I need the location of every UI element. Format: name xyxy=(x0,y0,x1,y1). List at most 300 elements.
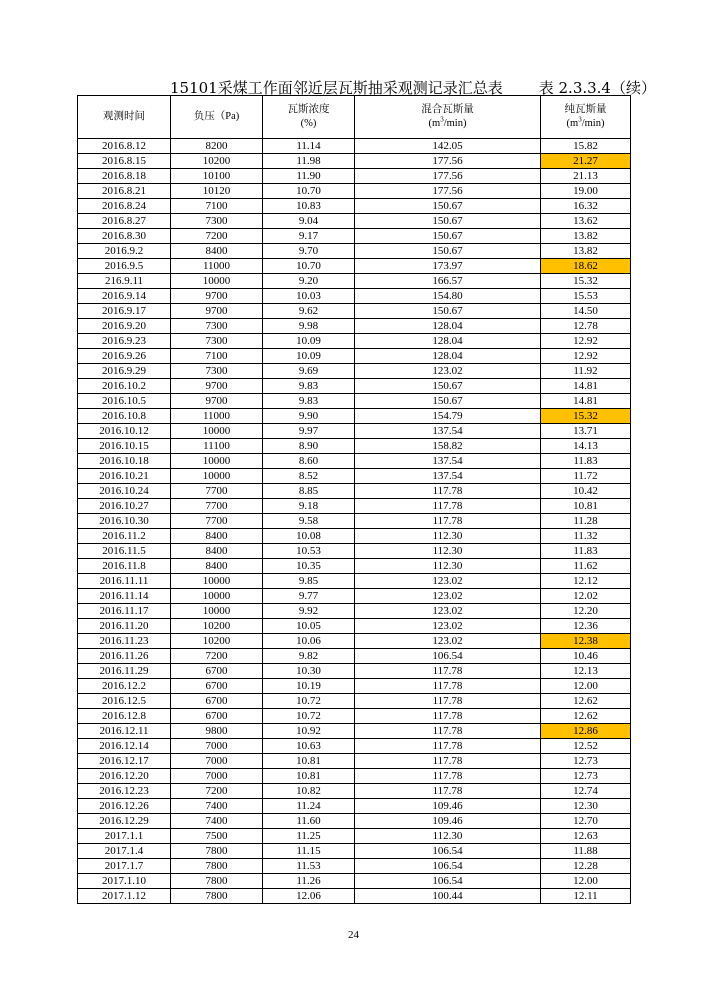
cell-pure: 16.32 xyxy=(541,199,631,214)
table-row xyxy=(78,199,631,214)
cell-pure: 13.82 xyxy=(541,229,631,244)
cell-pure: 12.12 xyxy=(541,574,631,589)
cell-pure: 12.52 xyxy=(541,739,631,754)
cell-concentration: 10.81 xyxy=(263,754,355,769)
cell-pure: 11.72 xyxy=(541,469,631,484)
cell-pure: 13.82 xyxy=(541,244,631,259)
cell-pure: 12.00 xyxy=(541,874,631,889)
cell-pressure: 9700 xyxy=(171,289,263,304)
cell-pressure: 9700 xyxy=(171,304,263,319)
table-row xyxy=(78,169,631,184)
cell-time: 2016.12.5 xyxy=(78,694,171,709)
cell-pure: 12.62 xyxy=(541,694,631,709)
table-row xyxy=(78,874,631,889)
cell-mixed: 150.67 xyxy=(355,214,541,229)
table-row xyxy=(78,769,631,784)
cell-mixed: 177.56 xyxy=(355,154,541,169)
cell-pressure: 10200 xyxy=(171,634,263,649)
cell-pressure: 7500 xyxy=(171,829,263,844)
cell-mixed: 123.02 xyxy=(355,574,541,589)
cell-concentration: 9.82 xyxy=(263,649,355,664)
cell-pressure: 8400 xyxy=(171,244,263,259)
cell-mixed: 117.78 xyxy=(355,499,541,514)
table-row xyxy=(78,154,631,169)
cell-pressure: 10200 xyxy=(171,619,263,634)
table-row xyxy=(78,229,631,244)
cell-pressure: 9800 xyxy=(171,724,263,739)
cell-time: 2016.11.20 xyxy=(78,619,171,634)
table-row xyxy=(78,514,631,529)
cell-pressure: 8200 xyxy=(171,139,263,154)
table-row xyxy=(78,259,631,274)
cell-concentration: 9.90 xyxy=(263,409,355,424)
page-number: 24 xyxy=(348,929,359,941)
header-time: 观测时间 xyxy=(78,96,171,139)
table-row xyxy=(78,799,631,814)
cell-time: 2016.11.5 xyxy=(78,544,171,559)
cell-pure: 12.86 xyxy=(541,724,631,739)
table-row xyxy=(78,529,631,544)
cell-pressure: 10000 xyxy=(171,454,263,469)
cell-pressure: 8400 xyxy=(171,529,263,544)
cell-concentration: 9.85 xyxy=(263,574,355,589)
cell-pure: 11.62 xyxy=(541,559,631,574)
cell-pure: 15.53 xyxy=(541,289,631,304)
cell-concentration: 9.18 xyxy=(263,499,355,514)
cell-concentration: 8.90 xyxy=(263,439,355,454)
cell-pressure: 6700 xyxy=(171,664,263,679)
table-row xyxy=(78,349,631,364)
cell-concentration: 11.26 xyxy=(263,874,355,889)
cell-pure: 12.92 xyxy=(541,334,631,349)
cell-mixed: 117.78 xyxy=(355,724,541,739)
cell-pressure: 7800 xyxy=(171,859,263,874)
table-row xyxy=(78,859,631,874)
cell-mixed: 117.78 xyxy=(355,739,541,754)
cell-pressure: 7800 xyxy=(171,844,263,859)
cell-pressure: 6700 xyxy=(171,709,263,724)
cell-mixed: 112.30 xyxy=(355,559,541,574)
cell-time: 2016.8.15 xyxy=(78,154,171,169)
cell-mixed: 109.46 xyxy=(355,799,541,814)
cell-time: 2016.10.8 xyxy=(78,409,171,424)
table-row xyxy=(78,484,631,499)
cell-time: 2016.9.2 xyxy=(78,244,171,259)
table-row xyxy=(78,304,631,319)
cell-pure: 12.28 xyxy=(541,859,631,874)
cell-pure: 12.74 xyxy=(541,784,631,799)
cell-pure: 21.27 xyxy=(541,154,631,169)
table-row xyxy=(78,739,631,754)
cell-time: 2016.11.17 xyxy=(78,604,171,619)
cell-pressure: 11000 xyxy=(171,409,263,424)
cell-time: 2016.10.21 xyxy=(78,469,171,484)
cell-time: 2016.12.26 xyxy=(78,799,171,814)
cell-pure: 12.13 xyxy=(541,664,631,679)
cell-mixed: 109.46 xyxy=(355,814,541,829)
cell-mixed: 137.54 xyxy=(355,454,541,469)
cell-pressure: 10120 xyxy=(171,184,263,199)
cell-concentration: 9.58 xyxy=(263,514,355,529)
table-row xyxy=(78,394,631,409)
cell-mixed: 123.02 xyxy=(355,589,541,604)
cell-mixed: 173.97 xyxy=(355,259,541,274)
cell-mixed: 128.04 xyxy=(355,349,541,364)
cell-pressure: 7200 xyxy=(171,229,263,244)
table-row xyxy=(78,634,631,649)
cell-pressure: 7300 xyxy=(171,334,263,349)
cell-time: 216.9.11 xyxy=(78,274,171,289)
document-title: 15101采煤工作面邻近层瓦斯抽采观测记录汇总表 xyxy=(170,79,503,97)
cell-pure: 15.32 xyxy=(541,409,631,424)
cell-pressure: 7300 xyxy=(171,214,263,229)
cell-mixed: 112.30 xyxy=(355,529,541,544)
table-row xyxy=(78,784,631,799)
gas-drainage-table xyxy=(77,95,631,904)
cell-mixed: 150.67 xyxy=(355,394,541,409)
cell-mixed: 112.30 xyxy=(355,829,541,844)
cell-pure: 12.02 xyxy=(541,589,631,604)
cell-pure: 11.28 xyxy=(541,514,631,529)
cell-pressure: 7700 xyxy=(171,484,263,499)
header-row xyxy=(78,96,631,139)
table-row xyxy=(78,409,631,424)
table-row xyxy=(78,439,631,454)
header-mixed-unit: $(m^3/\min)$ xyxy=(428,115,467,129)
cell-concentration: 12.06 xyxy=(263,889,355,904)
cell-concentration: 11.15 xyxy=(263,844,355,859)
table-row xyxy=(78,604,631,619)
table-row xyxy=(78,184,631,199)
table-row xyxy=(78,499,631,514)
cell-concentration: 8.85 xyxy=(263,484,355,499)
cell-time: 2016.11.29 xyxy=(78,664,171,679)
cell-pressure: 11100 xyxy=(171,439,263,454)
cell-concentration: 9.69 xyxy=(263,364,355,379)
cell-mixed: 154.80 xyxy=(355,289,541,304)
cell-pressure: 8400 xyxy=(171,544,263,559)
cell-pressure: 10000 xyxy=(171,574,263,589)
cell-pure: 11.32 xyxy=(541,529,631,544)
table-row xyxy=(78,694,631,709)
cell-pressure: 10100 xyxy=(171,169,263,184)
cell-mixed: 112.30 xyxy=(355,544,541,559)
cell-pressure: 7700 xyxy=(171,499,263,514)
table-row xyxy=(78,619,631,634)
cell-concentration: 9.77 xyxy=(263,589,355,604)
cell-time: 2016.10.2 xyxy=(78,379,171,394)
table-row xyxy=(78,814,631,829)
cell-concentration: 10.06 xyxy=(263,634,355,649)
cell-pure: 14.81 xyxy=(541,379,631,394)
cell-pressure: 7800 xyxy=(171,889,263,904)
table-row xyxy=(78,214,631,229)
cell-mixed: 106.54 xyxy=(355,844,541,859)
cell-pure: 14.81 xyxy=(541,394,631,409)
cell-concentration: 10.92 xyxy=(263,724,355,739)
cell-pressure: 7400 xyxy=(171,814,263,829)
cell-time: 2017.1.4 xyxy=(78,844,171,859)
table-row xyxy=(78,709,631,724)
cell-mixed: 123.02 xyxy=(355,364,541,379)
cell-pressure: 9700 xyxy=(171,379,263,394)
cell-time: 2016.8.12 xyxy=(78,139,171,154)
cell-pure: 21.13 xyxy=(541,169,631,184)
cell-time: 2016.9.23 xyxy=(78,334,171,349)
cell-mixed: 117.78 xyxy=(355,754,541,769)
table-row xyxy=(78,334,631,349)
header-pure-gas xyxy=(541,96,631,139)
cell-mixed: 128.04 xyxy=(355,334,541,349)
cell-pure: 12.20 xyxy=(541,604,631,619)
cell-pure: 15.82 xyxy=(541,139,631,154)
cell-pure: 12.63 xyxy=(541,829,631,844)
table-label: 表 2.3.3.4（续） xyxy=(538,79,656,97)
cell-pressure: 6700 xyxy=(171,694,263,709)
cell-pure: 12.00 xyxy=(541,679,631,694)
header-pure-label: 纯瓦斯量 xyxy=(564,104,607,115)
cell-concentration: 10.53 xyxy=(263,544,355,559)
cell-pure: 11.92 xyxy=(541,364,631,379)
cell-concentration: 10.09 xyxy=(263,349,355,364)
cell-pure: 10.42 xyxy=(541,484,631,499)
cell-mixed: 142.05 xyxy=(355,139,541,154)
cell-pressure: 7200 xyxy=(171,649,263,664)
cell-concentration: 9.20 xyxy=(263,274,355,289)
cell-pure: 12.73 xyxy=(541,769,631,784)
table-row xyxy=(78,574,631,589)
cell-concentration: 10.82 xyxy=(263,784,355,799)
table-row xyxy=(78,424,631,439)
cell-mixed: 150.67 xyxy=(355,379,541,394)
cell-mixed: 106.54 xyxy=(355,649,541,664)
table-row xyxy=(78,364,631,379)
table-row xyxy=(78,289,631,304)
cell-pure: 12.11 xyxy=(541,889,631,904)
cell-concentration: 10.05 xyxy=(263,619,355,634)
cell-time: 2016.10.24 xyxy=(78,484,171,499)
cell-time: 2016.8.18 xyxy=(78,169,171,184)
cell-time: 2016.8.24 xyxy=(78,199,171,214)
cell-pure: 12.92 xyxy=(541,349,631,364)
header-pressure: 负压（Pa) xyxy=(171,96,263,139)
cell-pure: 10.81 xyxy=(541,499,631,514)
cell-concentration: 9.70 xyxy=(263,244,355,259)
header-concentration-unit: (%) xyxy=(300,118,317,129)
cell-time: 2017.1.12 xyxy=(78,889,171,904)
cell-time: 2016.11.26 xyxy=(78,649,171,664)
cell-pure: 11.83 xyxy=(541,454,631,469)
header-mixed-label: 混合瓦斯量 xyxy=(421,104,474,115)
cell-concentration: 10.03 xyxy=(263,289,355,304)
cell-concentration: 10.70 xyxy=(263,259,355,274)
cell-concentration: 10.08 xyxy=(263,529,355,544)
cell-pure: 12.30 xyxy=(541,799,631,814)
cell-pure: 12.62 xyxy=(541,709,631,724)
table-row xyxy=(78,559,631,574)
cell-pressure: 10000 xyxy=(171,424,263,439)
cell-mixed: 106.54 xyxy=(355,874,541,889)
cell-concentration: 9.83 xyxy=(263,379,355,394)
cell-pressure: 8400 xyxy=(171,559,263,574)
cell-mixed: 150.67 xyxy=(355,244,541,259)
cell-pressure: 11000 xyxy=(171,259,263,274)
cell-time: 2016.10.27 xyxy=(78,499,171,514)
header-mixed-gas xyxy=(355,96,541,139)
table-body xyxy=(78,139,631,904)
cell-mixed: 154.79 xyxy=(355,409,541,424)
table-row xyxy=(78,589,631,604)
cell-mixed: 123.02 xyxy=(355,619,541,634)
cell-concentration: 8.60 xyxy=(263,454,355,469)
table-row xyxy=(78,469,631,484)
cell-pressure: 10000 xyxy=(171,274,263,289)
cell-time: 2016.10.5 xyxy=(78,394,171,409)
cell-concentration: 10.72 xyxy=(263,709,355,724)
cell-time: 2016.9.29 xyxy=(78,364,171,379)
cell-pure: 11.83 xyxy=(541,544,631,559)
cell-time: 2017.1.10 xyxy=(78,874,171,889)
cell-pure: 12.38 xyxy=(541,634,631,649)
cell-concentration: 9.92 xyxy=(263,604,355,619)
table-row xyxy=(78,454,631,469)
cell-concentration: 10.83 xyxy=(263,199,355,214)
cell-concentration: 10.72 xyxy=(263,694,355,709)
cell-time: 2016.12.17 xyxy=(78,754,171,769)
cell-pure: 10.46 xyxy=(541,649,631,664)
cell-time: 2016.12.29 xyxy=(78,814,171,829)
cell-time: 2016.11.8 xyxy=(78,559,171,574)
cell-pure: 13.71 xyxy=(541,424,631,439)
cell-time: 2016.10.12 xyxy=(78,424,171,439)
cell-mixed: 100.44 xyxy=(355,889,541,904)
cell-time: 2016.12.11 xyxy=(78,724,171,739)
cell-mixed: 117.78 xyxy=(355,694,541,709)
cell-mixed: 117.78 xyxy=(355,679,541,694)
table-row xyxy=(78,649,631,664)
cell-concentration: 9.98 xyxy=(263,319,355,334)
cell-pure: 15.32 xyxy=(541,274,631,289)
cell-mixed: 123.02 xyxy=(355,604,541,619)
cell-mixed: 150.67 xyxy=(355,229,541,244)
cell-pressure: 7000 xyxy=(171,739,263,754)
cell-concentration: 10.81 xyxy=(263,769,355,784)
cell-pure: 19.00 xyxy=(541,184,631,199)
table-row xyxy=(78,889,631,904)
cell-pressure: 10200 xyxy=(171,154,263,169)
cell-mixed: 117.78 xyxy=(355,784,541,799)
table-row xyxy=(78,274,631,289)
cell-mixed: 128.04 xyxy=(355,319,541,334)
cell-mixed: 123.02 xyxy=(355,634,541,649)
cell-pure: 13.62 xyxy=(541,214,631,229)
cell-concentration: 10.63 xyxy=(263,739,355,754)
cell-concentration: 11.90 xyxy=(263,169,355,184)
cell-time: 2016.12.23 xyxy=(78,784,171,799)
cell-pressure: 9700 xyxy=(171,394,263,409)
cell-concentration: 11.98 xyxy=(263,154,355,169)
cell-pure: 12.78 xyxy=(541,319,631,334)
table-row xyxy=(78,544,631,559)
cell-pure: 14.13 xyxy=(541,439,631,454)
table-row xyxy=(78,139,631,154)
cell-mixed: 150.67 xyxy=(355,304,541,319)
table-row xyxy=(78,319,631,334)
table-row xyxy=(78,844,631,859)
cell-concentration: 11.53 xyxy=(263,859,355,874)
cell-mixed: 150.67 xyxy=(355,199,541,214)
cell-time: 2016.9.26 xyxy=(78,349,171,364)
header-concentration-label: 瓦斯浓度 xyxy=(287,104,330,115)
cell-pure: 12.73 xyxy=(541,754,631,769)
cell-time: 2016.9.17 xyxy=(78,304,171,319)
header-pure-unit: $(m^3/\min)$ xyxy=(566,115,605,129)
cell-time: 2016.12.8 xyxy=(78,709,171,724)
cell-pressure: 7300 xyxy=(171,319,263,334)
cell-time: 2016.10.18 xyxy=(78,454,171,469)
table-row xyxy=(78,829,631,844)
table-row xyxy=(78,754,631,769)
cell-mixed: 166.57 xyxy=(355,274,541,289)
cell-pressure: 7800 xyxy=(171,874,263,889)
table-row xyxy=(78,679,631,694)
cell-pure: 11.88 xyxy=(541,844,631,859)
cell-time: 2016.8.21 xyxy=(78,184,171,199)
table-row xyxy=(78,664,631,679)
cell-time: 2017.1.7 xyxy=(78,859,171,874)
table-row xyxy=(78,724,631,739)
cell-time: 2016.9.20 xyxy=(78,319,171,334)
cell-time: 2016.12.2 xyxy=(78,679,171,694)
cell-concentration: 9.17 xyxy=(263,229,355,244)
cell-mixed: 117.78 xyxy=(355,769,541,784)
cell-pure: 18.62 xyxy=(541,259,631,274)
cell-concentration: 10.09 xyxy=(263,334,355,349)
cell-concentration: 11.24 xyxy=(263,799,355,814)
cell-time: 2016.9.5 xyxy=(78,259,171,274)
cell-pressure: 7000 xyxy=(171,769,263,784)
cell-pressure: 7200 xyxy=(171,784,263,799)
cell-pressure: 7100 xyxy=(171,199,263,214)
cell-time: 2016.8.27 xyxy=(78,214,171,229)
cell-pressure: 10000 xyxy=(171,589,263,604)
cell-concentration: 11.14 xyxy=(263,139,355,154)
cell-time: 2016.8.30 xyxy=(78,229,171,244)
cell-concentration: 10.19 xyxy=(263,679,355,694)
cell-mixed: 177.56 xyxy=(355,169,541,184)
cell-pressure: 7700 xyxy=(171,514,263,529)
cell-pressure: 6700 xyxy=(171,679,263,694)
cell-time: 2016.11.11 xyxy=(78,574,171,589)
cell-concentration: 10.70 xyxy=(263,184,355,199)
cell-pressure: 7400 xyxy=(171,799,263,814)
cell-concentration: 11.60 xyxy=(263,814,355,829)
cell-concentration: 9.83 xyxy=(263,394,355,409)
cell-mixed: 137.54 xyxy=(355,424,541,439)
cell-pure: 12.36 xyxy=(541,619,631,634)
cell-mixed: 117.78 xyxy=(355,484,541,499)
cell-time: 2016.12.20 xyxy=(78,769,171,784)
cell-mixed: 117.78 xyxy=(355,709,541,724)
cell-time: 2016.11.14 xyxy=(78,589,171,604)
cell-mixed: 117.78 xyxy=(355,664,541,679)
cell-mixed: 137.54 xyxy=(355,469,541,484)
cell-mixed: 177.56 xyxy=(355,184,541,199)
cell-time: 2016.10.30 xyxy=(78,514,171,529)
cell-concentration: 9.04 xyxy=(263,214,355,229)
cell-concentration: 8.52 xyxy=(263,469,355,484)
cell-concentration: 11.25 xyxy=(263,829,355,844)
